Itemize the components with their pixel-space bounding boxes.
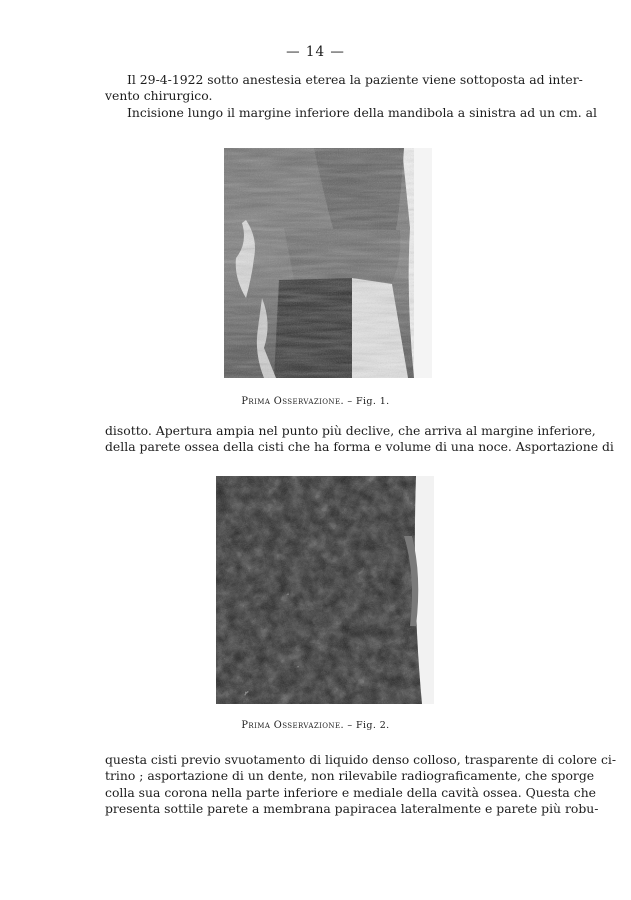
page-number: — 14 — xyxy=(286,44,345,60)
caption-label: Prima Osservazione. xyxy=(241,720,344,731)
caption-label: Prima Osservazione. xyxy=(241,396,344,407)
figure-2-micrograph xyxy=(216,476,434,704)
text-line: della parete ossea della cisti che ha forma e volume di una noce. Asportazione di xyxy=(105,439,614,455)
micrograph-image xyxy=(216,476,434,704)
text-line: vento chirurgico. xyxy=(105,88,213,104)
paragraph-intro xyxy=(105,72,597,121)
paragraph-excision xyxy=(105,752,617,818)
text-line: colla sua corona nella parte inferiore e mediale della cavità ossea. Questa che xyxy=(105,784,597,800)
figure-1-micrograph xyxy=(224,148,432,378)
figure-2-caption xyxy=(0,720,631,731)
text-line: disotto. Apertura ampia nel punto più declive, che arriva al margine inferiore, xyxy=(105,423,596,438)
text-line: presenta sottile parete a membrana papiracea lateralmente e parete più robu- xyxy=(105,801,599,817)
text-line: Incisione lungo il margine inferiore della mandibola a sinistra ad un cm. al xyxy=(127,104,597,120)
caption-ref: – Fig. 2. xyxy=(347,720,390,731)
caption-ref: – Fig. 1. xyxy=(347,396,390,407)
figure-1-caption xyxy=(0,396,631,407)
text-line: questa cisti previo svuotamento di liquido denso colloso, trasparente di colore ci- xyxy=(105,752,617,767)
text-line: Il 29-4-1922 sotto anestesia eterea la paziente viene sottoposta ad inter- xyxy=(127,72,583,87)
micrograph-image xyxy=(224,148,432,378)
paragraph-operation xyxy=(105,423,614,456)
text-line: trino ; asportazione di un dente, non rilevabile radiograficamente, che sporge xyxy=(105,768,595,784)
